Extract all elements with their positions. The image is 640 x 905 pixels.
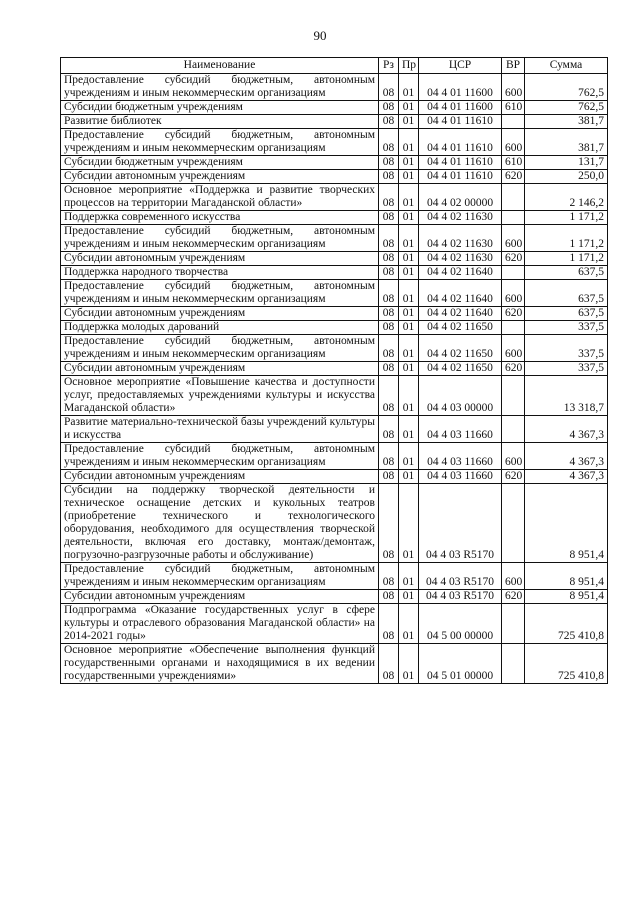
row-pr: 01 [399,129,419,156]
row-vr [502,484,525,563]
row-pr: 01 [399,362,419,376]
row-rz: 08 [379,470,399,484]
row-rz: 08 [379,484,399,563]
row-pr: 01 [399,101,419,115]
row-pr: 01 [399,563,419,590]
row-vr [502,376,525,416]
row-vr [502,266,525,280]
table-row [61,644,608,684]
table-row [61,252,608,266]
row-rz: 08 [379,115,399,129]
row-name: Предоставление субсидий бюджетным, автономным учреждениям и иным некоммерческим организациям [61,335,379,362]
table-row [61,101,608,115]
table-row [61,184,608,211]
row-rz: 08 [379,280,399,307]
row-csr: 04 4 01 11600 [419,74,502,101]
row-pr: 01 [399,416,419,443]
row-rz: 08 [379,252,399,266]
row-sum: 637,5 [525,266,608,280]
table-row [61,416,608,443]
table-row [61,335,608,362]
row-pr: 01 [399,266,419,280]
row-sum: 762,5 [525,101,608,115]
row-pr: 01 [399,307,419,321]
row-name: Субсидии автономным учреждениям [61,590,379,604]
header-name: Наименование [61,58,379,74]
row-csr: 04 4 02 11650 [419,321,502,335]
row-vr: 610 [502,101,525,115]
row-csr: 04 4 01 11610 [419,156,502,170]
row-name: Предоставление субсидий бюджетным, автономным учреждениям и иным некоммерческим организациям [61,443,379,470]
row-sum: 13 318,7 [525,376,608,416]
row-vr [502,644,525,684]
row-csr: 04 4 03 R5170 [419,484,502,563]
table-row [61,484,608,563]
header-csr: ЦСР [419,58,502,74]
row-sum: 2 146,2 [525,184,608,211]
row-name: Субсидии автономным учреждениям [61,470,379,484]
row-sum: 725 410,8 [525,604,608,644]
row-name: Предоставление субсидий бюджетным, автономным учреждениям и иным некоммерческим организациям [61,280,379,307]
row-csr: 04 4 02 11630 [419,211,502,225]
row-pr: 01 [399,156,419,170]
budget-table [60,57,608,684]
row-vr [502,211,525,225]
row-name: Субсидии бюджетным учреждениям [61,101,379,115]
row-rz: 08 [379,129,399,156]
row-sum: 381,7 [525,115,608,129]
row-vr: 600 [502,563,525,590]
row-rz: 08 [379,443,399,470]
row-pr: 01 [399,604,419,644]
row-name: Поддержка современного искусства [61,211,379,225]
row-pr: 01 [399,252,419,266]
row-rz: 08 [379,225,399,252]
table-row [61,74,608,101]
row-rz: 08 [379,307,399,321]
row-name: Субсидии на поддержку творческой деятельности и техническое оснащение детских и кукольных театров (приобретение технического и технологического оборудования, необходимого для осуществления творческой деятельности, включая его доставку, монтаж/демонтаж, погрузочно-разгрузочные работы и обслуживание) [61,484,379,563]
row-csr: 04 4 01 11610 [419,115,502,129]
row-csr: 04 4 03 11660 [419,470,502,484]
row-csr: 04 4 02 11650 [419,335,502,362]
row-rz: 08 [379,644,399,684]
row-vr: 610 [502,156,525,170]
row-sum: 4 367,3 [525,470,608,484]
table-row [61,129,608,156]
row-sum: 8 951,4 [525,563,608,590]
row-vr: 620 [502,170,525,184]
table-row [61,307,608,321]
row-sum: 762,5 [525,74,608,101]
row-rz: 08 [379,156,399,170]
row-vr: 600 [502,335,525,362]
row-pr: 01 [399,335,419,362]
row-pr: 01 [399,211,419,225]
row-pr: 01 [399,470,419,484]
table-row [61,115,608,129]
row-rz: 08 [379,170,399,184]
row-name: Субсидии автономным учреждениям [61,252,379,266]
row-sum: 250,0 [525,170,608,184]
row-sum: 1 171,2 [525,252,608,266]
table-row [61,211,608,225]
row-name: Подпрограмма «Оказание государственных услуг в сфере культуры и отраслевого образования Магаданской области» на 2014-2021 годы» [61,604,379,644]
row-sum: 337,5 [525,362,608,376]
table-row [61,563,608,590]
row-name: Основное мероприятие «Обеспечение выполнения функций государственными органами и находящимися в их ведении государственными учреждениями» [61,644,379,684]
row-vr: 600 [502,225,525,252]
row-pr: 01 [399,184,419,211]
row-sum: 1 171,2 [525,211,608,225]
row-csr: 04 4 02 11640 [419,307,502,321]
row-csr: 04 5 01 00000 [419,644,502,684]
table-row [61,590,608,604]
row-pr: 01 [399,376,419,416]
row-rz: 08 [379,266,399,280]
row-sum: 337,5 [525,335,608,362]
row-sum: 637,5 [525,307,608,321]
row-pr: 01 [399,225,419,252]
row-name: Субсидии бюджетным учреждениям [61,156,379,170]
row-vr [502,604,525,644]
row-vr: 600 [502,129,525,156]
row-name: Основное мероприятие «Поддержка и развитие творческих процессов на территории Магаданской области» [61,184,379,211]
header-vr: ВР [502,58,525,74]
row-sum: 131,7 [525,156,608,170]
row-rz: 08 [379,335,399,362]
row-rz: 08 [379,74,399,101]
row-rz: 08 [379,362,399,376]
header-pr: Пр [399,58,419,74]
table-row [61,443,608,470]
row-csr: 04 4 03 11660 [419,416,502,443]
table-row [61,280,608,307]
row-rz: 08 [379,321,399,335]
row-pr: 01 [399,280,419,307]
row-pr: 01 [399,321,419,335]
table-row [61,604,608,644]
row-pr: 01 [399,590,419,604]
row-pr: 01 [399,170,419,184]
row-csr: 04 4 03 11660 [419,443,502,470]
row-name: Поддержка народного творчества [61,266,379,280]
row-vr [502,416,525,443]
row-csr: 04 4 02 11650 [419,362,502,376]
table-row [61,266,608,280]
row-rz: 08 [379,416,399,443]
row-vr: 620 [502,307,525,321]
row-csr: 04 4 02 11630 [419,225,502,252]
row-vr: 600 [502,280,525,307]
row-name: Предоставление субсидий бюджетным, автономным учреждениям и иным некоммерческим организациям [61,563,379,590]
table-row [61,225,608,252]
row-vr: 620 [502,362,525,376]
row-vr: 620 [502,590,525,604]
row-sum: 381,7 [525,129,608,156]
row-csr: 04 4 01 11600 [419,101,502,115]
row-csr: 04 4 02 00000 [419,184,502,211]
row-vr: 600 [502,74,525,101]
row-sum: 8 951,4 [525,484,608,563]
row-csr: 04 4 03 00000 [419,376,502,416]
row-pr: 01 [399,115,419,129]
table-row [61,470,608,484]
page-number: 90 [313,28,327,43]
row-name: Предоставление субсидий бюджетным, автономным учреждениям и иным некоммерческим организациям [61,129,379,156]
row-pr: 01 [399,74,419,101]
row-vr: 600 [502,443,525,470]
table-row [61,362,608,376]
row-sum: 4 367,3 [525,416,608,443]
row-rz: 08 [379,563,399,590]
table-row [61,170,608,184]
row-vr [502,321,525,335]
row-sum: 337,5 [525,321,608,335]
row-csr: 04 4 02 11630 [419,252,502,266]
row-name: Предоставление субсидий бюджетным, автономным учреждениям и иным некоммерческим организациям [61,225,379,252]
row-rz: 08 [379,184,399,211]
row-sum: 725 410,8 [525,644,608,684]
row-rz: 08 [379,211,399,225]
row-name: Развитие материально-технической базы учреждений культуры и искусства [61,416,379,443]
row-name: Развитие библиотек [61,115,379,129]
row-name: Субсидии автономным учреждениям [61,307,379,321]
row-csr: 04 4 01 11610 [419,129,502,156]
row-vr [502,184,525,211]
row-sum: 637,5 [525,280,608,307]
table-row [61,156,608,170]
row-pr: 01 [399,443,419,470]
header-sum: Сумма [525,58,608,74]
row-name: Основное мероприятие «Повышение качества и доступности услуг, предоставляемых учреждениями культуры и искусства Магаданской области» [61,376,379,416]
row-csr: 04 4 02 11640 [419,266,502,280]
row-name: Субсидии автономным учреждениям [61,362,379,376]
row-vr: 620 [502,252,525,266]
row-rz: 08 [379,101,399,115]
row-name: Предоставление субсидий бюджетным, автономным учреждениям и иным некоммерческим организациям [61,74,379,101]
row-csr: 04 4 03 R5170 [419,590,502,604]
row-rz: 08 [379,604,399,644]
row-csr: 04 5 00 00000 [419,604,502,644]
row-sum: 4 367,3 [525,443,608,470]
row-name: Субсидии автономным учреждениям [61,170,379,184]
row-sum: 1 171,2 [525,225,608,252]
row-rz: 08 [379,376,399,416]
row-name: Поддержка молодых дарований [61,321,379,335]
table-row [61,376,608,416]
row-csr: 04 4 03 R5170 [419,563,502,590]
table-header-row [61,58,608,74]
row-pr: 01 [399,484,419,563]
header-rz: Рз [379,58,399,74]
row-vr [502,115,525,129]
row-pr: 01 [399,644,419,684]
row-sum: 8 951,4 [525,590,608,604]
row-csr: 04 4 01 11610 [419,170,502,184]
row-csr: 04 4 02 11640 [419,280,502,307]
table-body [61,74,608,684]
row-vr: 620 [502,470,525,484]
row-rz: 08 [379,590,399,604]
table-row [61,321,608,335]
